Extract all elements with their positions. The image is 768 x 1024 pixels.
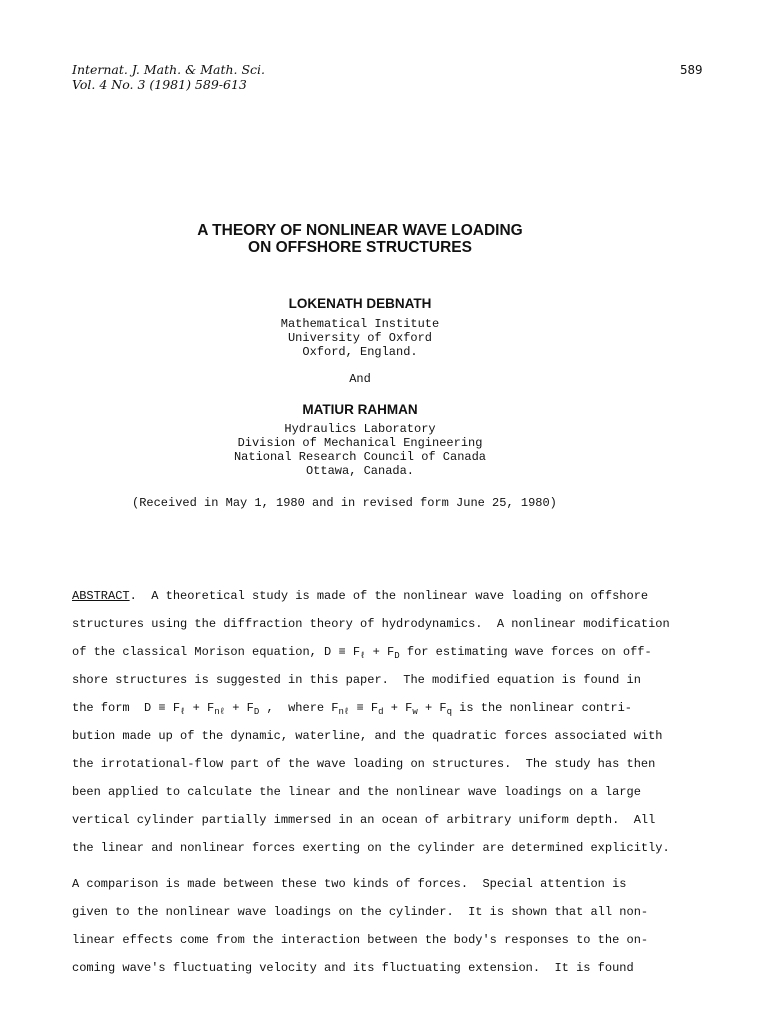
subscript: q [446, 707, 452, 717]
paper-title-line-2: ON OFFSHORE STRUCTURES [248, 239, 472, 256]
abstract-line-2: structures using the diffraction theory of hydrodynamics. A nonlinear modification [72, 617, 670, 631]
journal-line-1: Internat. J. Math. & Math. Sci. [72, 62, 266, 77]
abstract-line-1 [72, 589, 648, 603]
abstract-line-7: the irrotational-flow part of the wave loading on structures. The study has then [72, 757, 656, 771]
subscript: nℓ [214, 707, 226, 717]
abstract-label: ABSTRACT [72, 589, 130, 603]
page-number: 589 [680, 62, 703, 77]
received-date: (Received in May 1, 1980 and in revised form June 25, 1980) [132, 496, 557, 510]
abstract-line-10: the linear and nonlinear forces exerting on the cylinder are determined explicitly. [72, 841, 670, 855]
abstract-text: + F [365, 645, 395, 659]
author-2-affiliation-line-4: Ottawa, Canada. [305, 464, 415, 478]
subscript: nℓ [338, 707, 350, 717]
subscript: D [394, 651, 400, 661]
abstract-line-12: given to the nonlinear wave loadings on the cylinder. It is shown that all non- [72, 905, 649, 919]
abstract-text: + F [225, 701, 254, 715]
abstract-line-6: bution made up of the dynamic, waterline, and the quadratic forces associated with [72, 729, 663, 743]
abstract-line-4: shore structures is suggested in this paper. The modified equation is found in [72, 673, 641, 687]
abstract-line-1-text: . A theoretical study is made of the nonlinear wave loading on offshore [129, 589, 649, 603]
journal-line-2: Vol. 4 No. 3 (1981) 589-613 [72, 77, 247, 92]
abstract-text: the form D ≡ F [72, 701, 181, 715]
abstract-text: + F [383, 701, 413, 715]
abstract-line-8: been applied to calculate the linear and the nonlinear wave loadings on a large [72, 785, 641, 799]
author-2-name: MATIUR RAHMAN [302, 402, 418, 417]
author-1-affiliation-line-3: Oxford, England. [302, 345, 418, 359]
author-1-affiliation-line-2: University of Oxford [287, 331, 433, 345]
subscript: ℓ [360, 651, 366, 661]
abstract-text: , where F [259, 701, 339, 715]
abstract-text: is the nonlinear contri- [451, 701, 632, 715]
abstract-line-14: coming wave's fluctuating velocity and its fluctuating extension. It is found [72, 961, 634, 975]
abstract-line-11: A comparison is made between these two kinds of forces. Special attention is [72, 877, 627, 891]
abstract-text: for estimating wave forces on off- [399, 645, 652, 659]
paper-title-line-1: A THEORY OF NONLINEAR WAVE LOADING [197, 222, 523, 239]
abstract-text: of the classical Morison equation, D ≡ F [72, 645, 361, 659]
subscript: d [378, 707, 384, 717]
author-1-affiliation-line-1: Mathematical Institute [280, 317, 440, 331]
abstract-text: + F [417, 701, 447, 715]
author-1-name: LOKENATH DEBNATH [288, 296, 432, 311]
abstract-text: ≡ F [349, 701, 379, 715]
author-2-affiliation-line-3: National Research Council of Canada [233, 450, 487, 464]
abstract-line-13: linear effects come from the interaction between the body's responses to the on- [72, 933, 649, 947]
abstract-line-3 [72, 645, 652, 659]
author-2-affiliation-line-1: Hydraulics Laboratory [284, 422, 436, 436]
abstract-text: + F [185, 701, 215, 715]
abstract-line-5 [72, 701, 632, 715]
subscript: D [253, 707, 260, 717]
conjunction: And [349, 372, 371, 386]
subscript: ℓ [180, 707, 186, 717]
subscript: w [412, 707, 418, 717]
abstract-line-9: vertical cylinder partially immersed in an ocean of arbitrary uniform depth. All [72, 813, 656, 827]
author-2-affiliation-line-2: Division of Mechanical Engineering [237, 436, 483, 450]
journal-citation [72, 62, 265, 92]
